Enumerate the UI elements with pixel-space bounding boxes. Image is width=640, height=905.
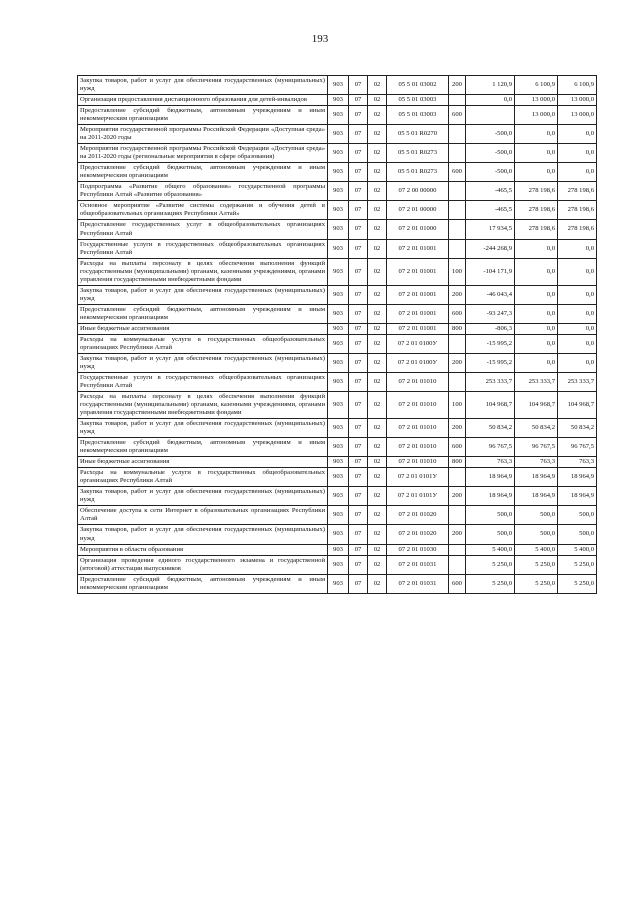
section-code-cell: 07: [349, 285, 368, 304]
subsection-code-cell: 02: [368, 285, 387, 304]
grbs-code-cell: 903: [328, 323, 349, 334]
amount-year2-cell: 104 968,7: [515, 392, 558, 419]
expense-type-cell: [449, 220, 466, 239]
subsection-code-cell: 02: [368, 106, 387, 125]
amount-year2-cell: 18 964,9: [515, 487, 558, 506]
amount-year3-cell: 50 834,2: [558, 419, 597, 438]
table-row: [78, 76, 597, 95]
amount-year3-cell: 0,0: [558, 239, 597, 258]
grbs-code-cell: 903: [328, 392, 349, 419]
grbs-code-cell: 903: [328, 258, 349, 285]
target-article-cell: 05 5 01 03003: [387, 95, 449, 106]
target-article-cell: 07 2 01 01010: [387, 392, 449, 419]
subsection-code-cell: 02: [368, 163, 387, 182]
section-code-cell: 07: [349, 76, 368, 95]
expense-type-cell: 200: [449, 487, 466, 506]
subsection-code-cell: 02: [368, 506, 387, 525]
row-name-cell: Предоставление субсидий бюджетным, автономным учреждениям и иным некоммерческим организациям: [78, 438, 328, 457]
amount-year2-cell: 278 198,6: [515, 182, 558, 201]
amount-year2-cell: 763,3: [515, 457, 558, 468]
subsection-code-cell: 02: [368, 487, 387, 506]
section-code-cell: 07: [349, 419, 368, 438]
amount-year3-cell: 0,0: [558, 304, 597, 323]
grbs-code-cell: 903: [328, 487, 349, 506]
expense-type-cell: [449, 201, 466, 220]
grbs-code-cell: 903: [328, 182, 349, 201]
target-article-cell: 07 2 00 00000: [387, 182, 449, 201]
target-article-cell: 07 2 01 01001: [387, 323, 449, 334]
subsection-code-cell: 02: [368, 457, 387, 468]
target-article-cell: 07 2 01 01031: [387, 574, 449, 593]
target-article-cell: 05 5 01 R0273: [387, 144, 449, 163]
expense-type-cell: [449, 555, 466, 574]
section-code-cell: 07: [349, 544, 368, 555]
row-name-cell: Государственные услуги в государственных общеобразовательных организациях Республики Алтай: [78, 239, 328, 258]
amount-year2-cell: 0,0: [515, 163, 558, 182]
grbs-code-cell: 903: [328, 457, 349, 468]
amount-change-cell: -500,0: [466, 163, 515, 182]
expense-type-cell: [449, 506, 466, 525]
grbs-code-cell: 903: [328, 574, 349, 593]
amount-year2-cell: 0,0: [515, 334, 558, 353]
subsection-code-cell: 02: [368, 144, 387, 163]
row-name-cell: Иные бюджетные ассигнования: [78, 323, 328, 334]
amount-change-cell: -104 171,9: [466, 258, 515, 285]
row-name-cell: Расходы на коммунальные услуги в государственных общеобразовательных организациях Республики Алтай: [78, 468, 328, 487]
subsection-code-cell: 02: [368, 76, 387, 95]
target-article-cell: 05 5 01 03003: [387, 106, 449, 125]
amount-change-cell: 17 934,5: [466, 220, 515, 239]
row-name-cell: Обеспечение доступа к сети Интернет в образовательных организациях Республики Алтай: [78, 506, 328, 525]
amount-change-cell: 18 964,9: [466, 487, 515, 506]
row-name-cell: Закупка товаров, работ и услуг для обеспечения государственных (муниципальных) нужд: [78, 419, 328, 438]
target-article-cell: 07 2 01 01001: [387, 304, 449, 323]
grbs-code-cell: 903: [328, 304, 349, 323]
amount-year2-cell: 500,0: [515, 506, 558, 525]
expense-type-cell: 600: [449, 304, 466, 323]
amount-year2-cell: 18 964,9: [515, 468, 558, 487]
subsection-code-cell: 02: [368, 304, 387, 323]
row-name-cell: Расходы на коммунальные услуги в государственных общеобразовательных организациях Республики Алтай: [78, 334, 328, 353]
amount-change-cell: [466, 106, 515, 125]
row-name-cell: Организация предоставления дистанционного образования для детей-инвалидов: [78, 95, 328, 106]
expense-type-cell: [449, 372, 466, 391]
table-row: [78, 285, 597, 304]
target-article-cell: 07 2 01 01010: [387, 419, 449, 438]
grbs-code-cell: 903: [328, 506, 349, 525]
amount-year3-cell: 0,0: [558, 334, 597, 353]
section-code-cell: 07: [349, 392, 368, 419]
expense-type-cell: [449, 125, 466, 144]
row-name-cell: Государственные услуги в государственных общеобразовательных организациях Республики Алтай: [78, 372, 328, 391]
amount-year2-cell: 0,0: [515, 144, 558, 163]
expense-type-cell: 200: [449, 285, 466, 304]
target-article-cell: 07 2 01 0100У: [387, 334, 449, 353]
amount-year2-cell: 0,0: [515, 125, 558, 144]
section-code-cell: 07: [349, 372, 368, 391]
expense-type-cell: [449, 144, 466, 163]
target-article-cell: 07 2 01 01030: [387, 544, 449, 555]
amount-year3-cell: 500,0: [558, 525, 597, 544]
amount-change-cell: -15 995,2: [466, 353, 515, 372]
expense-type-cell: 600: [449, 163, 466, 182]
budget-table-body: [78, 76, 597, 594]
section-code-cell: 07: [349, 163, 368, 182]
grbs-code-cell: 903: [328, 106, 349, 125]
amount-year2-cell: 0,0: [515, 353, 558, 372]
amount-year3-cell: 96 767,5: [558, 438, 597, 457]
target-article-cell: 07 2 01 01010: [387, 372, 449, 391]
target-article-cell: 07 2 01 0101У: [387, 468, 449, 487]
section-code-cell: 07: [349, 323, 368, 334]
row-name-cell: Предоставление субсидий бюджетным, автономным учреждениям и иным некоммерческим организациям: [78, 574, 328, 593]
amount-year2-cell: 278 198,6: [515, 201, 558, 220]
expense-type-cell: 800: [449, 323, 466, 334]
grbs-code-cell: 903: [328, 144, 349, 163]
amount-year2-cell: 253 333,7: [515, 372, 558, 391]
amount-year2-cell: 5 250,0: [515, 555, 558, 574]
section-code-cell: 07: [349, 95, 368, 106]
section-code-cell: 07: [349, 258, 368, 285]
table-row: [78, 144, 597, 163]
grbs-code-cell: 903: [328, 468, 349, 487]
amount-year3-cell: 13 000,0: [558, 106, 597, 125]
table-row: [78, 506, 597, 525]
amount-change-cell: 500,0: [466, 525, 515, 544]
subsection-code-cell: 02: [368, 182, 387, 201]
section-code-cell: 07: [349, 525, 368, 544]
target-article-cell: 07 2 01 0101У: [387, 487, 449, 506]
expense-type-cell: 800: [449, 457, 466, 468]
amount-year2-cell: 0,0: [515, 304, 558, 323]
expense-type-cell: 600: [449, 574, 466, 593]
amount-change-cell: 96 767,5: [466, 438, 515, 457]
amount-change-cell: 0,0: [466, 95, 515, 106]
amount-year3-cell: 0,0: [558, 285, 597, 304]
amount-year3-cell: 5 250,0: [558, 574, 597, 593]
table-row: [78, 125, 597, 144]
subsection-code-cell: 02: [368, 239, 387, 258]
amount-year3-cell: 278 198,6: [558, 201, 597, 220]
target-article-cell: 05 5 01 03002: [387, 76, 449, 95]
amount-year2-cell: 0,0: [515, 239, 558, 258]
grbs-code-cell: 903: [328, 544, 349, 555]
amount-change-cell: 5 250,0: [466, 574, 515, 593]
table-row: [78, 334, 597, 353]
table-row: [78, 392, 597, 419]
subsection-code-cell: 02: [368, 353, 387, 372]
subsection-code-cell: 02: [368, 574, 387, 593]
target-article-cell: 05 5 01 R0270: [387, 125, 449, 144]
row-name-cell: Предоставление субсидий бюджетным, автономным учреждениям и иным некоммерческим организациям: [78, 163, 328, 182]
row-name-cell: Подпрограмма «Развитие общего образования» государственной программы Республики Алтай «Развитие образования»: [78, 182, 328, 201]
expense-type-cell: 100: [449, 258, 466, 285]
section-code-cell: 07: [349, 125, 368, 144]
section-code-cell: 07: [349, 574, 368, 593]
target-article-cell: 07 2 01 01010: [387, 457, 449, 468]
row-name-cell: Закупка товаров, работ и услуг для обеспечения государственных (муниципальных) нужд: [78, 285, 328, 304]
table-row: [78, 574, 597, 593]
grbs-code-cell: 903: [328, 438, 349, 457]
grbs-code-cell: 903: [328, 419, 349, 438]
amount-year2-cell: 278 198,6: [515, 220, 558, 239]
subsection-code-cell: 02: [368, 334, 387, 353]
section-code-cell: 07: [349, 506, 368, 525]
table-row: [78, 201, 597, 220]
amount-change-cell: -465,5: [466, 182, 515, 201]
grbs-code-cell: 903: [328, 201, 349, 220]
amount-change-cell: -15 995,2: [466, 334, 515, 353]
grbs-code-cell: 903: [328, 76, 349, 95]
amount-year2-cell: 13 000,0: [515, 95, 558, 106]
table-row: [78, 525, 597, 544]
target-article-cell: 07 2 01 00000: [387, 201, 449, 220]
table-row: [78, 304, 597, 323]
amount-change-cell: 18 964,9: [466, 468, 515, 487]
target-article-cell: 07 2 01 01001: [387, 285, 449, 304]
target-article-cell: 07 2 01 01000: [387, 220, 449, 239]
amount-change-cell: 1 120,9: [466, 76, 515, 95]
grbs-code-cell: 903: [328, 555, 349, 574]
expense-type-cell: [449, 544, 466, 555]
table-row: [78, 555, 597, 574]
expense-type-cell: [449, 182, 466, 201]
section-code-cell: 07: [349, 304, 368, 323]
amount-year3-cell: 0,0: [558, 125, 597, 144]
table-row: [78, 419, 597, 438]
row-name-cell: Закупка товаров, работ и услуг для обеспечения государственных (муниципальных) нужд: [78, 487, 328, 506]
expense-type-cell: 200: [449, 76, 466, 95]
amount-year2-cell: 13 000,0: [515, 106, 558, 125]
amount-year2-cell: 0,0: [515, 323, 558, 334]
subsection-code-cell: 02: [368, 544, 387, 555]
table-row: [78, 468, 597, 487]
amount-year3-cell: 0,0: [558, 144, 597, 163]
row-name-cell: Мероприятия в области образования: [78, 544, 328, 555]
grbs-code-cell: 903: [328, 125, 349, 144]
amount-year2-cell: 0,0: [515, 285, 558, 304]
amount-change-cell: 5 400,0: [466, 544, 515, 555]
table-row: [78, 323, 597, 334]
page-number: 193: [311, 33, 329, 45]
expense-type-cell: 600: [449, 438, 466, 457]
row-name-cell: Закупка товаров, работ и услуг для обеспечения государственных (муниципальных) нужд: [78, 525, 328, 544]
amount-change-cell: -244 268,9: [466, 239, 515, 258]
table-row: [78, 353, 597, 372]
section-code-cell: 07: [349, 220, 368, 239]
table-row: [78, 457, 597, 468]
amount-change-cell: 500,0: [466, 506, 515, 525]
amount-year3-cell: 253 333,7: [558, 372, 597, 391]
expense-type-cell: [449, 334, 466, 353]
section-code-cell: 07: [349, 106, 368, 125]
table-row: [78, 258, 597, 285]
expense-type-cell: [449, 95, 466, 106]
amount-change-cell: 104 968,7: [466, 392, 515, 419]
amount-year3-cell: 763,3: [558, 457, 597, 468]
row-name-cell: Закупка товаров, работ и услуг для обеспечения государственных (муниципальных) нужд: [78, 76, 328, 95]
row-name-cell: Организация проведения единого государственного экзамена и государственной (итоговой) аттестации выпускников: [78, 555, 328, 574]
subsection-code-cell: 02: [368, 323, 387, 334]
expense-type-cell: [449, 239, 466, 258]
section-code-cell: 07: [349, 468, 368, 487]
target-article-cell: 07 2 01 01031: [387, 555, 449, 574]
amount-year3-cell: 18 964,9: [558, 468, 597, 487]
table-row: [78, 220, 597, 239]
section-code-cell: 07: [349, 201, 368, 220]
target-article-cell: 07 2 01 01001: [387, 258, 449, 285]
table-row: [78, 487, 597, 506]
target-article-cell: 07 2 01 0100У: [387, 353, 449, 372]
amount-year3-cell: 104 968,7: [558, 392, 597, 419]
amount-year3-cell: 18 964,9: [558, 487, 597, 506]
row-name-cell: Расходы на выплаты персоналу в целях обеспечения выполнения функций государственными (муниципальными) органами, казенными учреждениями, органами управления государственными внебюджетными фондами: [78, 392, 328, 419]
grbs-code-cell: 903: [328, 285, 349, 304]
section-code-cell: 07: [349, 487, 368, 506]
row-name-cell: Предоставление субсидий бюджетным, автономным учреждениям и иным некоммерческим организациям: [78, 304, 328, 323]
section-code-cell: 07: [349, 457, 368, 468]
section-code-cell: 07: [349, 182, 368, 201]
grbs-code-cell: 903: [328, 353, 349, 372]
expense-type-cell: 600: [449, 106, 466, 125]
subsection-code-cell: 02: [368, 258, 387, 285]
grbs-code-cell: 903: [328, 95, 349, 106]
expense-type-cell: 100: [449, 392, 466, 419]
amount-year2-cell: 5 250,0: [515, 574, 558, 593]
amount-change-cell: -46 043,4: [466, 285, 515, 304]
amount-year3-cell: 500,0: [558, 506, 597, 525]
table-row: [78, 438, 597, 457]
table-row: [78, 544, 597, 555]
amount-change-cell: -465,5: [466, 201, 515, 220]
amount-change-cell: 50 834,2: [466, 419, 515, 438]
table-row: [78, 163, 597, 182]
expense-type-cell: 200: [449, 419, 466, 438]
expense-type-cell: 200: [449, 353, 466, 372]
grbs-code-cell: 903: [328, 525, 349, 544]
amount-change-cell: 763,3: [466, 457, 515, 468]
subsection-code-cell: 02: [368, 392, 387, 419]
target-article-cell: 07 2 01 01010: [387, 438, 449, 457]
subsection-code-cell: 02: [368, 555, 387, 574]
row-name-cell: Мероприятия государственной программы Российской Федерации «Доступная среда» на 2011-2020 годы: [78, 125, 328, 144]
grbs-code-cell: 903: [328, 220, 349, 239]
expense-type-cell: [449, 468, 466, 487]
amount-year3-cell: 0,0: [558, 258, 597, 285]
row-name-cell: Предоставление государственных услуг в общеобразовательных организациях Республики Алтай: [78, 220, 328, 239]
subsection-code-cell: 02: [368, 525, 387, 544]
row-name-cell: Основное мероприятие «Развитие системы содержания и обучения детей в общеобразовательных организациях Республики Алтай»: [78, 201, 328, 220]
subsection-code-cell: 02: [368, 419, 387, 438]
amount-year3-cell: 278 198,6: [558, 182, 597, 201]
amount-year2-cell: 500,0: [515, 525, 558, 544]
amount-year3-cell: 278 198,6: [558, 220, 597, 239]
amount-year2-cell: 0,0: [515, 258, 558, 285]
amount-year3-cell: 0,0: [558, 353, 597, 372]
subsection-code-cell: 02: [368, 438, 387, 457]
expense-type-cell: 200: [449, 525, 466, 544]
row-name-cell: Закупка товаров, работ и услуг для обеспечения государственных (муниципальных) нужд: [78, 353, 328, 372]
target-article-cell: 07 2 01 01020: [387, 525, 449, 544]
subsection-code-cell: 02: [368, 372, 387, 391]
amount-year2-cell: 5 400,0: [515, 544, 558, 555]
section-code-cell: 07: [349, 555, 368, 574]
amount-year3-cell: 13 000,0: [558, 95, 597, 106]
table-row: [78, 372, 597, 391]
section-code-cell: 07: [349, 239, 368, 258]
section-code-cell: 07: [349, 144, 368, 163]
amount-year3-cell: 6 100,9: [558, 76, 597, 95]
amount-change-cell: -806,3: [466, 323, 515, 334]
amount-year2-cell: 6 100,9: [515, 76, 558, 95]
grbs-code-cell: 903: [328, 334, 349, 353]
subsection-code-cell: 02: [368, 201, 387, 220]
amount-year2-cell: 96 767,5: [515, 438, 558, 457]
grbs-code-cell: 903: [328, 372, 349, 391]
grbs-code-cell: 903: [328, 239, 349, 258]
target-article-cell: 07 2 01 01001: [387, 239, 449, 258]
section-code-cell: 07: [349, 353, 368, 372]
amount-change-cell: -500,0: [466, 125, 515, 144]
row-name-cell: Расходы на выплаты персоналу в целях обеспечения выполнения функций государственными (муниципальными) органами, казенными учреждениями, органами управления государственными внебюджетными фондами: [78, 258, 328, 285]
table-row: [78, 182, 597, 201]
section-code-cell: 07: [349, 438, 368, 457]
amount-change-cell: 5 250,0: [466, 555, 515, 574]
table-row: [78, 106, 597, 125]
subsection-code-cell: 02: [368, 220, 387, 239]
amount-year3-cell: 5 400,0: [558, 544, 597, 555]
subsection-code-cell: 02: [368, 95, 387, 106]
amount-year3-cell: 5 250,0: [558, 555, 597, 574]
subsection-code-cell: 02: [368, 468, 387, 487]
row-name-cell: Иные бюджетные ассигнования: [78, 457, 328, 468]
table-row: [78, 95, 597, 106]
amount-change-cell: 253 333,7: [466, 372, 515, 391]
section-code-cell: 07: [349, 334, 368, 353]
amount-change-cell: -500,0: [466, 144, 515, 163]
row-name-cell: Предоставление субсидий бюджетным, автономным учреждениям и иным некоммерческим организациям: [78, 106, 328, 125]
amount-year3-cell: 0,0: [558, 163, 597, 182]
budget-table: [77, 75, 597, 594]
amount-year3-cell: 0,0: [558, 323, 597, 334]
grbs-code-cell: 903: [328, 163, 349, 182]
table-row: [78, 239, 597, 258]
amount-change-cell: -93 247,3: [466, 304, 515, 323]
row-name-cell: Мероприятия государственной программы Российской Федерации «Доступная среда» на 2011-2020 годы (региональные мероприятия в сфере образования): [78, 144, 328, 163]
target-article-cell: 05 5 01 R0273: [387, 163, 449, 182]
subsection-code-cell: 02: [368, 125, 387, 144]
amount-year2-cell: 50 834,2: [515, 419, 558, 438]
target-article-cell: 07 2 01 01020: [387, 506, 449, 525]
